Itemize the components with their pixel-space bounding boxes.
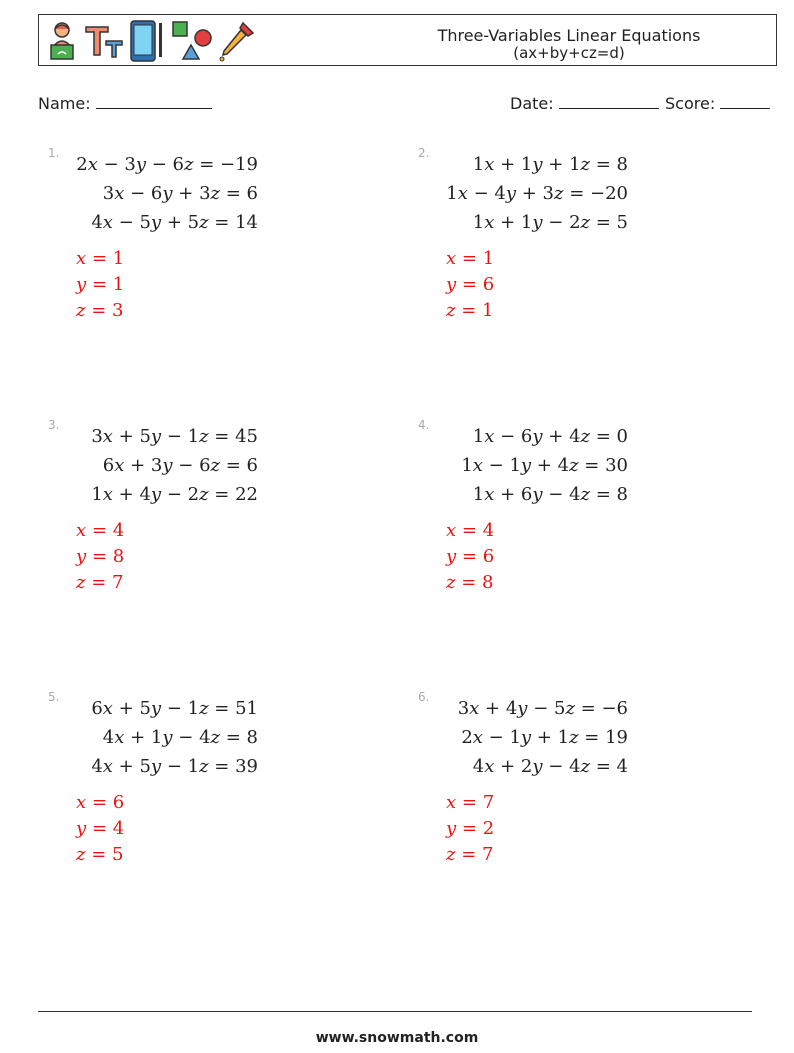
equation-term: = 39 [208, 756, 258, 777]
teacher-icon [45, 21, 79, 61]
answer-x [76, 790, 124, 816]
answer-equals: = [455, 300, 483, 321]
equation-term: − 4 [467, 183, 506, 204]
equation-term: = 0 [590, 426, 628, 447]
variable: x [484, 756, 495, 777]
equation-term: − 1 [161, 698, 200, 719]
problem-number: 1. [48, 146, 60, 160]
equation-term: − 6 [146, 154, 184, 175]
answer-y [76, 544, 124, 570]
answer-value: 2 [482, 818, 495, 839]
equation-term: = −20 [563, 183, 628, 204]
equation-row [438, 179, 628, 208]
equation-system [438, 422, 628, 509]
variable: z [199, 484, 209, 505]
equation-term: 2 [76, 154, 88, 175]
equation-term: + 1 [531, 727, 570, 748]
equation-row [438, 208, 628, 237]
answer-equals: = [86, 520, 113, 541]
variable: x [102, 426, 113, 447]
variable: y [532, 212, 543, 233]
answer-value: 1 [482, 300, 494, 321]
answer-value: 8 [482, 572, 494, 593]
equation-row [68, 752, 258, 781]
answer-equals: = [455, 844, 483, 865]
equation-term: + 5 [112, 756, 151, 777]
answer-value: 7 [482, 792, 495, 813]
answer-z [76, 298, 124, 324]
equation-term: 1 [472, 426, 485, 447]
variable: z [565, 698, 575, 719]
answer-value: 8 [112, 546, 125, 567]
answer-variable: x [76, 792, 87, 813]
answer-value: 3 [112, 300, 124, 321]
answer-variable: z [76, 572, 86, 593]
equation-row [438, 422, 628, 451]
equation-term: = 5 [590, 212, 628, 233]
answer-equals: = [85, 844, 113, 865]
header-title-block [369, 27, 769, 62]
header-icons [45, 19, 257, 63]
answer-variable: z [446, 572, 456, 593]
equation-row [68, 723, 258, 752]
variable: x [484, 212, 495, 233]
answer-equals: = [456, 274, 483, 295]
equation-term: 1 [472, 154, 485, 175]
answer-y [76, 272, 124, 298]
equation-term: − 1 [161, 426, 200, 447]
answer-equals: = [86, 274, 113, 295]
problem-2 [418, 146, 748, 366]
variable: y [150, 756, 162, 777]
equation-row [68, 480, 258, 509]
answer-value: 7 [482, 844, 494, 865]
variable: y [520, 455, 532, 476]
variable: z [569, 455, 579, 476]
answer-value: 1 [112, 248, 125, 269]
equation-term: + 3 [124, 455, 163, 476]
equation-row [438, 723, 628, 752]
answer-variable: z [446, 300, 456, 321]
answer-equals: = [86, 818, 113, 839]
problem-number: 3. [48, 418, 60, 432]
variable: z [184, 154, 194, 175]
answer-value: 5 [112, 844, 124, 865]
equation-term: + 5 [112, 426, 151, 447]
equation-row [438, 150, 628, 179]
answer-z [446, 842, 494, 868]
variable: y [520, 727, 532, 748]
answer-variable: z [446, 844, 456, 865]
variable: y [150, 484, 162, 505]
equation-term: − 4 [542, 484, 581, 505]
name-blank[interactable] [96, 94, 212, 109]
equation-term: + 4 [479, 698, 518, 719]
answer-equals: = [86, 546, 113, 567]
equation-term: + 4 [542, 426, 581, 447]
equation-term: = 14 [208, 212, 258, 233]
variable: y [150, 698, 162, 719]
equation-system [68, 150, 258, 237]
answer-equals: = [86, 248, 113, 269]
answer-variable: x [446, 248, 457, 269]
equation-term: − 6 [172, 455, 211, 476]
answer-value: 7 [112, 572, 124, 593]
equation-system [68, 694, 258, 781]
variable: y [532, 756, 543, 777]
answer-x [446, 246, 494, 272]
answer-z [76, 842, 124, 868]
variable: x [102, 484, 113, 505]
answer-equals: = [456, 546, 483, 567]
equation-term: + 5 [112, 698, 151, 719]
problem-number: 6. [418, 690, 430, 704]
answer-value: 6 [112, 792, 125, 813]
variable: x [102, 698, 113, 719]
problem-1 [48, 146, 378, 366]
answer-x [76, 518, 124, 544]
variable: y [150, 426, 162, 447]
answer-z [76, 570, 124, 596]
variable: x [114, 455, 125, 476]
equation-row [438, 694, 628, 723]
answer-value: 6 [482, 546, 495, 567]
equation-term: − 1 [482, 727, 521, 748]
equation-term: = 6 [220, 183, 258, 204]
equation-term: = 19 [578, 727, 628, 748]
equation-row [438, 451, 628, 480]
answer-variable: z [76, 300, 86, 321]
answer-equals: = [456, 248, 483, 269]
equation-row [68, 694, 258, 723]
equation-term: + 6 [494, 484, 533, 505]
variable: x [457, 183, 468, 204]
equation-term: 4 [102, 727, 115, 748]
equation-row [68, 179, 258, 208]
eyedropper-icon [217, 19, 257, 63]
tablet-icon [129, 19, 165, 63]
equation-term: − 4 [172, 727, 211, 748]
equation-term: − 5 [112, 212, 151, 233]
equation-term: 3 [102, 183, 115, 204]
equation-term: − 2 [161, 484, 200, 505]
variable: z [554, 183, 564, 204]
equation-term: + 1 [494, 154, 533, 175]
variable: z [569, 727, 579, 748]
answer-y [446, 816, 494, 842]
variable: z [580, 484, 591, 505]
variable: z [580, 212, 591, 233]
equation-system [68, 422, 258, 509]
answer-value: 6 [482, 274, 495, 295]
equation-term: − 4 [542, 756, 581, 777]
answer-variable: x [446, 520, 457, 541]
variable: y [517, 698, 528, 719]
answer-y [446, 544, 494, 570]
score-blank[interactable] [720, 94, 770, 109]
equation-term: 6 [91, 698, 103, 719]
date-field [510, 94, 659, 113]
answer-equals: = [86, 792, 113, 813]
variable: x [472, 727, 483, 748]
answer-x [446, 790, 494, 816]
equation-term: 1 [461, 455, 473, 476]
equation-term: 4 [91, 212, 103, 233]
variable: z [210, 455, 221, 476]
variable: y [532, 426, 543, 447]
answer-equals: = [85, 572, 113, 593]
answer-value: 4 [112, 520, 125, 541]
equation-term: − 1 [482, 455, 521, 476]
variable: x [114, 727, 125, 748]
answer-variable: y [446, 546, 457, 567]
variable: x [87, 154, 98, 175]
equation-system [438, 694, 628, 781]
answer-y [446, 272, 494, 298]
answer-variable: x [76, 248, 87, 269]
answer-equals: = [456, 818, 483, 839]
variable: x [484, 154, 495, 175]
equation-term: + 2 [494, 756, 533, 777]
variable: z [210, 727, 221, 748]
score-field [665, 94, 770, 113]
answer-equals: = [455, 572, 483, 593]
equation-term: − 5 [527, 698, 566, 719]
equation-term: + 1 [124, 727, 163, 748]
variable: z [580, 756, 591, 777]
answer-variable: z [76, 844, 86, 865]
footer-website: www.snowmath.com [315, 1030, 479, 1046]
equation-term: − 1 [161, 756, 200, 777]
equation-term: = 8 [220, 727, 258, 748]
worksheet-title: Three-Variables Linear Equations [437, 26, 701, 45]
equation-term: + 1 [494, 212, 533, 233]
variable: y [135, 154, 147, 175]
worksheet-header [38, 14, 777, 66]
variable: y [532, 154, 543, 175]
equation-term: = −19 [193, 154, 258, 175]
equation-term: + 1 [542, 154, 581, 175]
equation-term: − 2 [542, 212, 581, 233]
answer-equals: = [456, 520, 483, 541]
score-label: Score: [665, 94, 716, 113]
variable: x [114, 183, 125, 204]
equation-term: + 4 [112, 484, 151, 505]
equation-row [68, 208, 258, 237]
equation-term: = 22 [208, 484, 258, 505]
answer-block [76, 246, 124, 324]
equation-term: + 3 [516, 183, 554, 204]
equation-term: + 3 [172, 183, 211, 204]
equation-term: = 8 [590, 154, 628, 175]
problem-number: 4. [418, 418, 430, 432]
name-field [38, 94, 212, 113]
problem-number: 2. [418, 146, 430, 160]
answer-variable: y [446, 818, 457, 839]
variable: x [102, 756, 113, 777]
equation-term: 1 [91, 484, 103, 505]
equation-term: = 45 [208, 426, 258, 447]
answer-y [76, 816, 124, 842]
equation-term: = 8 [590, 484, 628, 505]
answer-block [76, 790, 124, 868]
answer-equals: = [85, 300, 113, 321]
equation-term: − 6 [494, 426, 533, 447]
equation-term: 4 [472, 756, 485, 777]
date-blank[interactable] [559, 94, 659, 109]
answer-x [76, 246, 124, 272]
variable: y [532, 484, 543, 505]
answer-x [446, 518, 494, 544]
variable: y [162, 727, 173, 748]
problem-number: 5. [48, 690, 60, 704]
variable: z [210, 183, 221, 204]
equation-term: 3 [457, 698, 470, 719]
equation-row [438, 480, 628, 509]
answer-block [446, 790, 494, 868]
equation-term: = 30 [578, 455, 628, 476]
answer-value: 1 [112, 274, 125, 295]
problem-4 [418, 418, 748, 638]
answer-block [76, 518, 124, 596]
answer-variable: y [76, 274, 87, 295]
answer-block [446, 518, 494, 596]
equation-term: 3 [91, 426, 103, 447]
shapes-icon [169, 19, 213, 63]
equation-term: − 6 [124, 183, 163, 204]
answer-variable: y [446, 274, 457, 295]
text-size-icon [83, 21, 125, 61]
footer-divider [38, 1011, 752, 1012]
variable: x [469, 698, 480, 719]
variable: y [150, 212, 162, 233]
variable: y [162, 455, 173, 476]
variable: x [484, 426, 495, 447]
equation-term: 1 [472, 212, 485, 233]
equation-term: = 4 [590, 756, 628, 777]
equation-row [438, 752, 628, 781]
answer-value: 1 [482, 248, 495, 269]
variable: z [580, 426, 591, 447]
answer-value: 4 [112, 818, 125, 839]
worksheet-subtitle: (ax+by+cz=d) [513, 44, 625, 62]
equation-term: = 51 [208, 698, 258, 719]
variable: y [505, 183, 517, 204]
variable: x [102, 212, 113, 233]
variable: z [199, 756, 209, 777]
equation-term: = 6 [220, 455, 258, 476]
equation-term: 1 [472, 484, 485, 505]
equation-row [68, 451, 258, 480]
answer-z [446, 570, 494, 596]
variable: x [472, 455, 483, 476]
equation-term: = −6 [574, 698, 628, 719]
problem-5 [48, 690, 378, 910]
answer-variable: y [76, 546, 87, 567]
variable: z [199, 212, 209, 233]
problem-6 [418, 690, 748, 910]
variable: z [580, 154, 591, 175]
variable: z [199, 698, 209, 719]
equation-term: + 4 [531, 455, 570, 476]
equation-term: 4 [91, 756, 103, 777]
answer-variable: x [76, 520, 87, 541]
answer-variable: x [446, 792, 457, 813]
variable: y [162, 183, 173, 204]
variable: z [199, 426, 209, 447]
equation-term: 2 [461, 727, 473, 748]
equation-system [438, 150, 628, 237]
equation-term: 1 [446, 183, 458, 204]
equation-term: − 3 [97, 154, 136, 175]
problem-3 [48, 418, 378, 638]
name-label: Name: [38, 94, 91, 113]
equation-term: + 5 [161, 212, 200, 233]
variable: x [484, 484, 495, 505]
date-label: Date: [510, 94, 554, 113]
equation-term: 6 [102, 455, 115, 476]
answer-value: 4 [482, 520, 495, 541]
answer-variable: y [76, 818, 87, 839]
answer-block [446, 246, 494, 324]
equation-row [68, 422, 258, 451]
answer-equals: = [456, 792, 483, 813]
answer-z [446, 298, 494, 324]
equation-row [68, 150, 258, 179]
